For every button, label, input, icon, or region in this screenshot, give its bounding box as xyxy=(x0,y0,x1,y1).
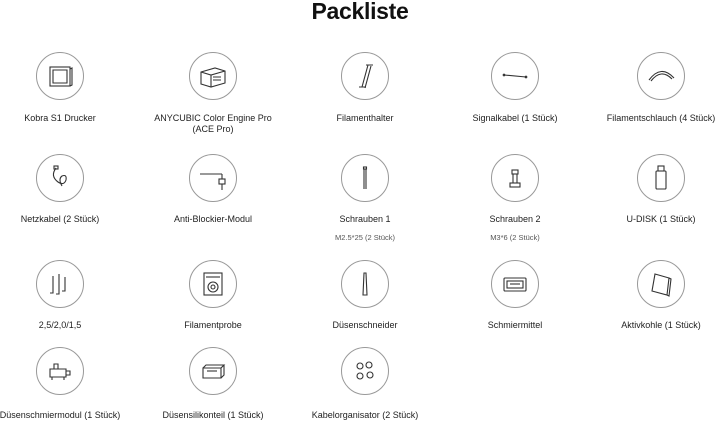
item-label: Schmiermittel xyxy=(487,320,543,330)
item-spec: M2.5*25 (2 Stück) xyxy=(334,233,396,242)
signal-cable-icon xyxy=(491,52,539,100)
item-label: Aktivkohle (1 Stück) xyxy=(621,320,701,330)
screw-long-icon xyxy=(341,154,389,202)
item-label: Netzkabel (2 Stück) xyxy=(20,214,100,224)
item-label: Schrauben 1 xyxy=(339,214,391,224)
item-label: Kobra S1 Drucker xyxy=(24,113,96,123)
power-cable-icon xyxy=(36,154,84,202)
hex-keys-icon xyxy=(36,260,84,308)
filament-sample-icon xyxy=(189,260,237,308)
item-label: Filamentprobe xyxy=(184,320,242,330)
lubricant-icon xyxy=(491,260,539,308)
cable-organizer-icon xyxy=(341,347,389,395)
item-label: Filamentschlauch (4 Stück) xyxy=(606,113,716,123)
item-label: Düsensilikonteil (1 Stück) xyxy=(162,410,264,420)
item-label: Signalkabel (1 Stück) xyxy=(472,113,558,123)
item-label: Schrauben 2 xyxy=(489,214,541,224)
item-label: Filamenthalter xyxy=(336,113,394,123)
filament-holder-icon xyxy=(341,52,389,100)
nozzle-cutter-icon xyxy=(341,260,389,308)
color-engine-icon xyxy=(189,52,237,100)
printer-icon xyxy=(36,52,84,100)
screw-short-icon xyxy=(491,154,539,202)
item-label: Düsenschneider xyxy=(332,320,398,330)
nozzle-silicone-icon xyxy=(189,347,237,395)
usb-drive-icon xyxy=(637,154,685,202)
page-title: Packliste xyxy=(311,0,409,24)
item-label: ANYCUBIC Color Engine Pro (ACE Pro) xyxy=(154,113,272,134)
item-label: Düsenschmiermodul (1 Stück) xyxy=(0,410,121,420)
item-label: Kabelorganisator (2 Stück) xyxy=(311,410,419,420)
filament-tube-icon xyxy=(637,52,685,100)
item-spec: M3*6 (2 Stück) xyxy=(490,233,540,242)
item-label: Anti-Blockier-Modul xyxy=(173,214,253,224)
nozzle-wiper-module-icon xyxy=(36,347,84,395)
item-label: U-DISK (1 Stück) xyxy=(626,214,696,224)
anti-clog-module-icon xyxy=(189,154,237,202)
activated-carbon-icon xyxy=(637,260,685,308)
item-label: 2,5/2,0/1,5 xyxy=(38,320,82,330)
